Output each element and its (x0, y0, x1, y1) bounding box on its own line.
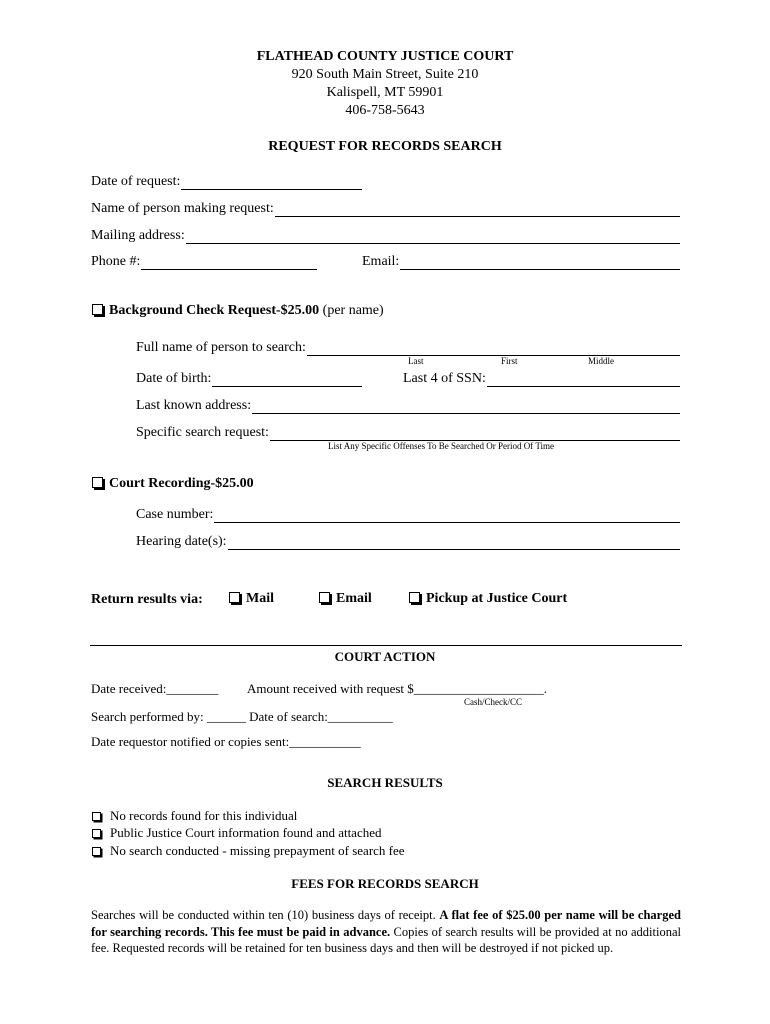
return-pickup-option[interactable] (409, 590, 567, 607)
case-number-field[interactable] (136, 506, 680, 523)
return-mail-option[interactable] (229, 590, 274, 607)
requester-name-field[interactable] (91, 200, 680, 217)
last-known-address-field[interactable] (136, 397, 680, 414)
address-line-1: 920 South Main Street, Suite 210 (291, 67, 479, 82)
search-result-option[interactable] (92, 825, 382, 841)
search-result-label: Public Justice Court information found and attached (110, 825, 382, 840)
section-divider (90, 645, 682, 646)
mail-label: Mail (246, 591, 274, 606)
court-name: FLATHEAD COUNTY JUSTICE COURT (256, 49, 514, 64)
last-known-address-label: Last known address: (136, 398, 252, 413)
hearing-dates-label: Hearing date(s): (136, 534, 227, 549)
pickup-label: Pickup at Justice Court (426, 591, 568, 606)
search-result-label: No search conducted - missing prepayment of search fee (110, 843, 405, 858)
date-of-request-field[interactable] (91, 173, 362, 190)
case-number-label: Case number: (136, 507, 214, 522)
full-name-label: Full name of person to search: (136, 340, 306, 355)
info-found-checkbox[interactable] (92, 829, 101, 838)
search-result-label: No records found for this individual (110, 808, 298, 823)
requestor-notified-line[interactable]: Date requestor notified or copies sent:___________ (91, 734, 361, 749)
email-option-label: Email (336, 591, 372, 606)
ssn-field[interactable] (403, 370, 680, 387)
search-result-option[interactable] (92, 843, 405, 859)
email-checkbox[interactable] (319, 592, 330, 603)
hint-first: First (501, 356, 518, 366)
background-check-option[interactable] (92, 302, 384, 319)
court-recording-checkbox[interactable] (92, 477, 103, 488)
pickup-checkbox[interactable] (409, 592, 420, 603)
court-recording-option[interactable] (92, 475, 254, 492)
court-recording-title: Court Recording-$25.00 (109, 476, 254, 491)
specific-search-hint: List Any Specific Offenses To Be Searched Or Period Of Time (328, 441, 555, 451)
mailing-address-field[interactable] (91, 227, 680, 244)
mail-checkbox[interactable] (229, 592, 240, 603)
amount-received-line[interactable]: Amount received with request $____________________. (247, 681, 548, 696)
background-check-title: Background Check Request-$25.00 (109, 303, 320, 318)
specific-search-field[interactable] (136, 424, 680, 441)
return-email-option[interactable] (319, 590, 372, 607)
hint-last: Last (408, 356, 424, 366)
background-check-checkbox[interactable] (92, 304, 103, 315)
search-performed-line[interactable]: Search performed by: ______ Date of search:__________ (91, 709, 393, 724)
specific-search-label: Specific search request: (136, 425, 269, 440)
phone-label: Phone #: (91, 254, 141, 269)
hint-middle: Middle (588, 356, 614, 366)
fees-text-1: Searches will be conducted within ten (10) business days of receipt. (91, 908, 440, 922)
date-received-line[interactable]: Date received:________ (91, 681, 219, 696)
requester-name-label: Name of person making request: (91, 201, 274, 216)
full-name-field[interactable] (136, 339, 680, 356)
phone-field[interactable] (91, 253, 317, 270)
no-search-checkbox[interactable] (92, 847, 101, 856)
court-phone: 406-758-5643 (345, 103, 425, 118)
fees-text-bold: A flat fee of $25.00 per name will be charged for searching records. This fee must be paid in advance. (91, 908, 681, 939)
search-result-option[interactable] (92, 808, 297, 824)
mailing-address-label: Mailing address: (91, 228, 185, 243)
fees-text-2: Copies of search results will be provided at no additional fee. Requested records will be retained for ten business days and then will be destroyed if not picked up. (91, 924, 681, 955)
fees-paragraph (91, 907, 681, 957)
hearing-dates-field[interactable] (136, 533, 680, 550)
ssn-label: Last 4 of SSN: (403, 371, 486, 386)
fees-heading: FEES FOR RECORDS SEARCH (291, 876, 479, 891)
email-field[interactable] (362, 253, 680, 270)
date-of-birth-label: Date of birth: (136, 371, 212, 386)
no-records-checkbox[interactable] (92, 812, 101, 821)
search-results-heading: SEARCH RESULTS (327, 775, 443, 790)
background-check-suffix: (per name) (322, 303, 384, 318)
email-label: Email: (362, 254, 400, 269)
payment-method-hint: Cash/Check/CC (464, 697, 522, 707)
date-of-request-label: Date of request: (91, 174, 181, 189)
date-of-birth-field[interactable] (136, 370, 362, 387)
court-action-heading: COURT ACTION (334, 649, 436, 664)
form-title: REQUEST FOR RECORDS SEARCH (268, 139, 502, 154)
address-line-2: Kalispell, MT 59901 (326, 85, 444, 100)
return-results-label: Return results via: (91, 592, 203, 607)
